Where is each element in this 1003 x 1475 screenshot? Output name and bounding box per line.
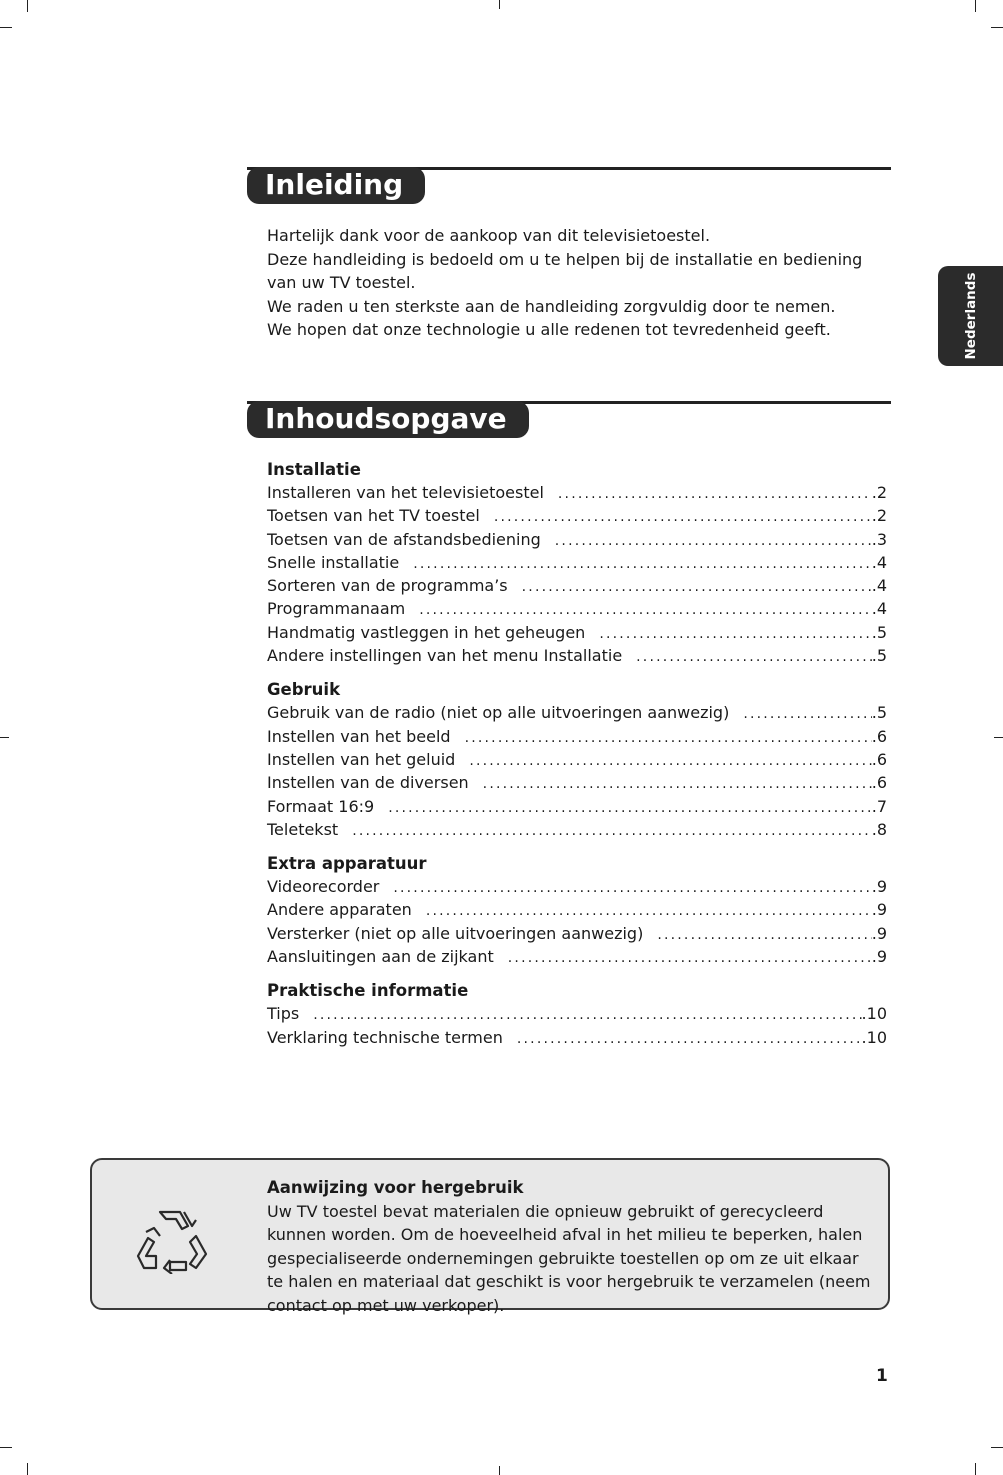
toc-leader-dots	[469, 750, 871, 773]
toc-entry-page: .5	[871, 646, 887, 666]
toc-leader-dots	[657, 924, 871, 947]
toc-leader-dots	[508, 947, 872, 970]
toc-group-extra-apparatuur	[267, 853, 887, 968]
recycling-notice	[90, 1158, 890, 1315]
toc-entry-page: .9	[871, 923, 887, 943]
toc-entry-title: Versterker (niet op alle uitvoeringen aanwezig)	[267, 923, 644, 943]
toc-entry[interactable]	[267, 771, 887, 794]
toc-entry-title: Instellen van het beeld	[267, 726, 451, 746]
toc-entry[interactable]	[267, 875, 887, 898]
crop-mark	[27, 1463, 28, 1475]
crop-mark	[0, 1447, 12, 1448]
toc-entry[interactable]	[267, 504, 887, 527]
toc-entry[interactable]	[267, 748, 887, 771]
toc-leader-dots	[413, 553, 872, 576]
recycling-text	[267, 1176, 877, 1317]
toc-leader-dots	[494, 506, 872, 529]
toc-leader-dots	[599, 623, 871, 646]
toc-group-heading: Gebruik	[267, 680, 341, 700]
toc-leader-dots	[558, 483, 872, 506]
toc-entry-title: Handmatig vastleggen in het geheugen	[267, 622, 586, 642]
toc-entry-page: .2	[871, 483, 887, 502]
crop-mark	[975, 1463, 976, 1475]
toc-group-heading: Praktische informatie	[267, 981, 469, 1001]
toc-entry-title: Tips	[267, 1004, 300, 1024]
toc-entry[interactable]	[267, 701, 887, 724]
toc-entry-page: .6	[871, 773, 887, 793]
toc-leader-dots	[636, 646, 872, 669]
crop-mark	[499, 0, 500, 9]
intro-heading: Inleiding	[247, 167, 425, 204]
recycling-heading: Aanwijzing voor hergebruik	[267, 1178, 524, 1197]
toc-group-heading: Installatie	[267, 460, 361, 479]
toc-entry-title: Sorteren van de programma’s	[267, 576, 508, 596]
toc-group-heading: Extra apparatuur	[267, 854, 427, 874]
intro-paragraph: We hopen dat onze technologie u alle redenen tot tevredenheid geeft.	[267, 320, 831, 339]
toc-entry-title: Instellen van het geluid	[267, 749, 456, 769]
toc-entry[interactable]	[267, 818, 887, 841]
toc-entry[interactable]	[267, 1002, 887, 1025]
toc-entry[interactable]	[267, 597, 887, 620]
toc-entry-page: .9	[871, 877, 887, 897]
toc-group-installatie	[267, 459, 887, 667]
toc-entry-page: .6	[871, 726, 887, 746]
toc-entry-page: .7	[871, 796, 887, 816]
toc-entry[interactable]	[267, 528, 887, 551]
toc-leader-dots	[419, 599, 872, 622]
toc-entry-page: .3	[871, 529, 887, 549]
toc-leader-dots	[313, 1004, 861, 1027]
toc-entry-page: .9	[871, 900, 887, 920]
toc-entry-title: Andere apparaten	[267, 900, 412, 920]
toc-entry-page: .5	[871, 622, 887, 642]
toc-entry-title: Formaat 16:9	[267, 796, 375, 816]
toc-section-header	[247, 401, 891, 441]
toc-group-praktische-informatie	[267, 980, 887, 1049]
crop-mark	[991, 27, 1003, 28]
toc-leader-dots	[393, 877, 871, 900]
toc-entry[interactable]	[267, 1026, 887, 1049]
toc-leader-dots	[426, 900, 872, 923]
toc-entry-page: .10	[861, 1004, 887, 1024]
toc-entry-page: .4	[871, 599, 887, 619]
toc-entry[interactable]	[267, 945, 887, 968]
toc-entry-title: Videorecorder	[267, 877, 380, 897]
toc-entry-title: Toetsen van het TV toestel	[267, 506, 480, 526]
language-tab-label: Nederlands	[962, 272, 979, 360]
recycling-body: Uw TV toestel bevat materialen die opnieuw gebruikt of gerecycleerd kunnen worden. Om de hoeveelheid afval in het milieu te beperken, halen gespecialiseerde ondernemingen gebruikte toestellen op om ze uit elkaar te halen en materiaal dat geschikt is voor hergebruik te verzamelen (neem contact op met uw verkoper).	[267, 1201, 871, 1315]
toc-entry-page: .6	[871, 749, 887, 769]
crop-mark	[0, 737, 9, 738]
toc-entry[interactable]	[267, 898, 887, 921]
toc-entry-title: Teletekst	[267, 819, 339, 839]
crop-mark	[994, 737, 1003, 738]
intro-paragraph: We raden u ten sterkste aan de handleiding zorgvuldig door te nemen.	[267, 296, 836, 316]
toc-entry[interactable]	[267, 551, 887, 574]
toc-leader-dots	[388, 797, 872, 820]
crop-mark	[0, 27, 12, 28]
toc-leader-dots	[522, 576, 872, 599]
toc-entry-title: Andere instellingen van het menu Installatie	[267, 646, 623, 666]
recycle-icon	[136, 1202, 208, 1274]
toc-entry[interactable]	[267, 795, 887, 818]
crop-mark	[499, 1466, 500, 1475]
toc-leader-dots	[555, 530, 872, 553]
intro-section-header	[247, 167, 891, 207]
intro-paragraph: Deze handleiding is bedoeld om u te helpen bij de installatie en bediening van uw TV toestel.	[267, 249, 863, 292]
toc-entry-page: .4	[871, 576, 887, 596]
toc-leader-dots	[483, 773, 872, 796]
crop-mark	[991, 1447, 1003, 1448]
toc-entry[interactable]	[267, 481, 887, 504]
toc-entry-title: Programmanaam	[267, 599, 406, 619]
toc-entry-page: .5	[871, 703, 887, 723]
toc-leader-dots	[517, 1028, 862, 1051]
page-number: 1	[876, 1366, 888, 1386]
toc-entry[interactable]	[267, 574, 887, 597]
toc-entry-page: .4	[871, 552, 887, 572]
crop-mark	[27, 0, 28, 12]
toc-entry[interactable]	[267, 922, 887, 945]
toc-entry-title: Aansluitingen aan de zijkant	[267, 947, 494, 967]
toc-entry-page: .2	[871, 506, 887, 526]
toc-entry[interactable]	[267, 725, 887, 748]
toc-heading: Inhoudsopgave	[247, 401, 529, 438]
language-tab	[938, 266, 1003, 366]
toc-entry-title: Snelle installatie	[267, 552, 400, 572]
crop-mark	[975, 0, 976, 12]
toc-entry[interactable]	[267, 621, 887, 644]
toc-entry-title: Instellen van de diversen	[267, 773, 469, 793]
toc-group-gebruik	[267, 679, 887, 841]
toc-entry[interactable]	[267, 644, 887, 667]
toc-entry-title: Verklaring technische termen	[267, 1027, 503, 1047]
intro-paragraph: Hartelijk dank voor de aankoop van dit televisietoestel.	[267, 226, 711, 245]
toc-leader-dots	[465, 727, 872, 750]
toc-entry-title: Installeren van het televisietoestel	[267, 483, 544, 502]
toc-leader-dots	[352, 820, 872, 843]
toc-entry-page: .10	[861, 1027, 887, 1047]
toc-leader-dots	[743, 703, 871, 726]
toc-entry-page: .8	[871, 819, 887, 839]
toc-entry-title: Toetsen van de afstandsbediening	[267, 529, 541, 549]
intro-text	[267, 224, 892, 342]
toc-entry-title: Gebruik van de radio (niet op alle uitvoeringen aanwezig)	[267, 703, 730, 723]
table-of-contents	[267, 459, 887, 1061]
toc-entry-page: .9	[871, 947, 887, 967]
